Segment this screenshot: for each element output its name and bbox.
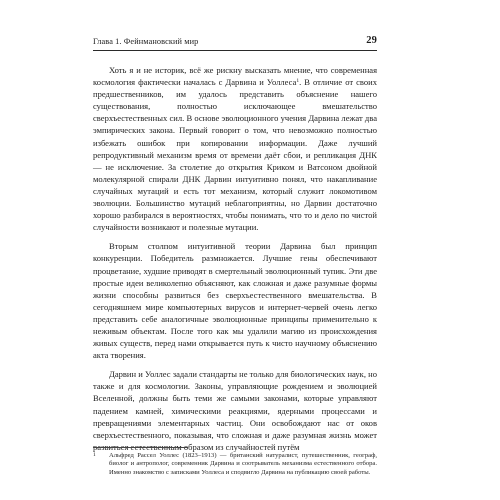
paragraph-3-text: Дарвин и Уоллес задали стандарты не только для биологических наук, но также и для космологии. Законы, управляющие рождением и эволюцией Вселенной, должны быть теми же самыми законами, которые управляют падением камней, химическими реакциями, ядерными процессами и превращениями элементарных частиц. Они освобождают нас от оков сверхъестественного, показывая, что сложная и даже разумная жизнь может развиться естественным образом из случайностей путём (93, 369, 377, 452)
footnote (93, 452, 377, 477)
footnote-text: Альфред Рассел Уоллес (1823–1913) — британский натуралист, путешественник, географ, биолог и антрополог, современник Дарвина и соотрыватель механизма естественного отбора. Именно знакомство с записками Уоллеса и сподвигло Дарвина на публикацию своей работы. (109, 452, 377, 476)
header-divider (93, 50, 377, 51)
chapter-title: Глава 1. Фейнмановский мир (93, 37, 199, 46)
footnote-divider (93, 447, 188, 448)
page-number: 29 (366, 35, 377, 46)
paragraph-1-text: Хоть я и не историк, всё же рискну высказать мнение, что современная космология фактически началась с Дарвина и Уоллеса (93, 65, 377, 88)
main-text (93, 64, 377, 453)
footnote-reference[interactable]: 1 (296, 78, 300, 85)
footnote-marker: 1 (93, 452, 96, 458)
paragraph-1 (93, 64, 377, 233)
paragraph-2 (93, 240, 377, 361)
paragraph-3 (93, 368, 377, 453)
paragraph-2-text: Вторым столпом интуитивной теории Дарвина был принцип конкуренции. Победитель размножается. Лучшие гены обеспечивают процветание, худшие приводят в смертельный эволюционный тупик. Эти две простые идеи великолепно объясняют, как сложная и даже разумные формы жизни способны развиться без сверхъестественного вмешательства. В сегодняшнем мире компьютерных вирусов и интернет-червей очень легко представить себе аналогичные эволюционные принципы применительно к неживым объектам. После того как мы удалили магию из происхождения живых существ, перед нами открывается путь к чисто научному объяснению акта творения. (93, 241, 377, 361)
paragraph-1-continuation: . В отличие от своих предшественников, им удалось представить объяснение нашего существования, полностью исключающее вмешательство сверхъестественных сил. В основе эволюционного учения Дарвина лежат два эмпирических закона. Первый говорит о том, что невозможно полностью избежать ошибок при копировании информации. Даже лучший репродуктивный механизм время от времени даёт сбои, и репликация ДНК — не исключение. За столетие до открытия Криком и Ватсоном двойной молекулярной спирали ДНК Дарвин интуитивно понял, что накапливание случайных мутаций и есть тот механизм, который служит локомотивом эволюции. Большинство мутаций неблагоприятны, но Дарвин достаточно хорошо разбирался в вероятностях, чтобы понимать, что то и дело по чистой случайности возникают и полезные мутации. (93, 77, 377, 233)
running-header (93, 36, 377, 50)
